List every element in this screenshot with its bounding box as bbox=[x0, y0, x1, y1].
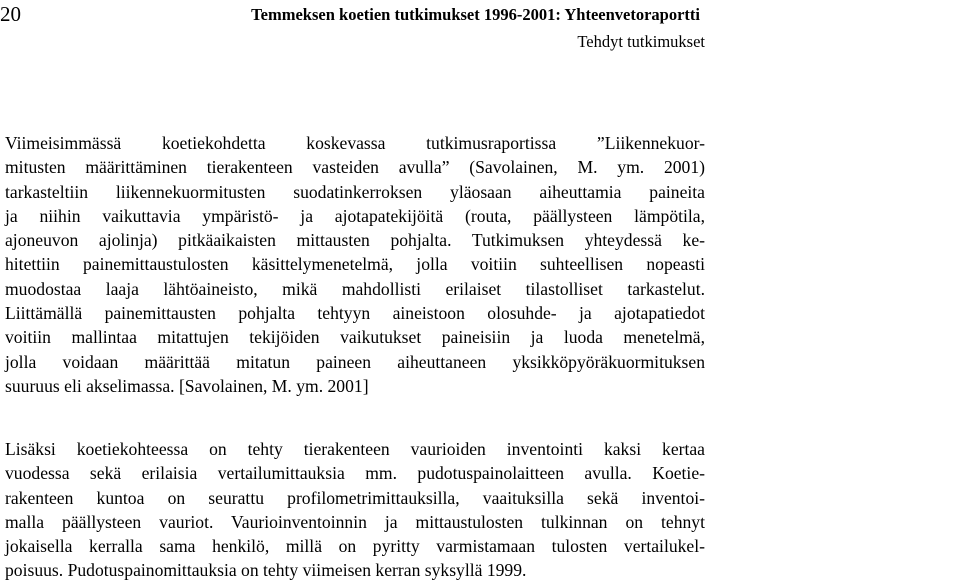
paragraph-traffic-load-study bbox=[5, 131, 705, 398]
text-line: suuruus eli akselimassa. [Savolainen, M. ym. 2001] bbox=[5, 375, 369, 396]
text-line: malla päällysteen vauriot. Vaurioinventoinnin ja mittaustulosten tulkinnan on tehnyt bbox=[5, 511, 705, 532]
text-line: hitettiin painemittaustulosten käsittelymenetelmä, jolla voitiin suhteellisen nopeasti bbox=[5, 254, 705, 275]
text-line: jolla voidaan määrittää mitatun paineen aiheuttaneen yksikköpyöräkuormituksen bbox=[5, 351, 705, 372]
text-line: ajoneuvon ajolinja) pitkäaikaisten mittausten pohjalta. Tutkimuksen yhteydessä ke- bbox=[5, 230, 705, 251]
text-line: jokaisella kerralla sama henkilö, millä on pyritty varmistamaan tulosten vertailukel- bbox=[5, 536, 705, 557]
text-line: Viimeisimmässä koetiekohdetta koskevassa tutkimusraportissa ”Liikennekuor- bbox=[5, 133, 705, 153]
text-line: voitiin mallintaa mitattujen tekijöiden vaikutukset paineisiin ja luoda menetelmä, bbox=[5, 327, 705, 348]
text-line: tarkasteltiin liikennekuormitusten suodatinkerroksen yläosaan aiheuttamia paineita bbox=[5, 181, 705, 202]
text-line: mitusten määrittäminen tierakenteen vasteiden avulla” (Savolainen, M. ym. 2001) bbox=[5, 157, 705, 178]
section-label: Tehdyt tutkimukset bbox=[577, 32, 705, 51]
paragraph-damage-inventory bbox=[5, 437, 705, 583]
text-line: muodostaa laaja lähtöaineisto, mikä mahdollisti erilaiset tilastolliset tarkastelut. bbox=[5, 278, 705, 299]
text-line: ja niihin vaikuttavia ympäristö- ja ajotapatekijöitä (routa, päällysteen lämpötila, bbox=[5, 205, 705, 226]
text-line: poisuus. Pudotuspainomittauksia on tehty viimeisen kerran syksyllä 1999. bbox=[5, 560, 527, 581]
text-line: vuodessa sekä erilaisia vertailumittauksia mm. pudotuspainolaitteen avulla. Koetie- bbox=[5, 463, 705, 484]
report-title: Temmeksen koetien tutkimukset 1996-2001: Yhteenvetoraportti bbox=[251, 5, 700, 24]
text-line: Liittämällä painemittausten pohjalta tehtyyn aineistoon olosuhde- ja ajotapatiedot bbox=[5, 303, 705, 324]
text-line: Lisäksi koetiekohteessa on tehty tierakenteen vaurioiden inventointi kaksi kertaa bbox=[5, 439, 705, 459]
page-number: 20 bbox=[0, 2, 21, 26]
text-line: rakenteen kuntoa on seurattu profilometrimittauksilla, vaaituksilla sekä inventoi- bbox=[5, 487, 705, 508]
